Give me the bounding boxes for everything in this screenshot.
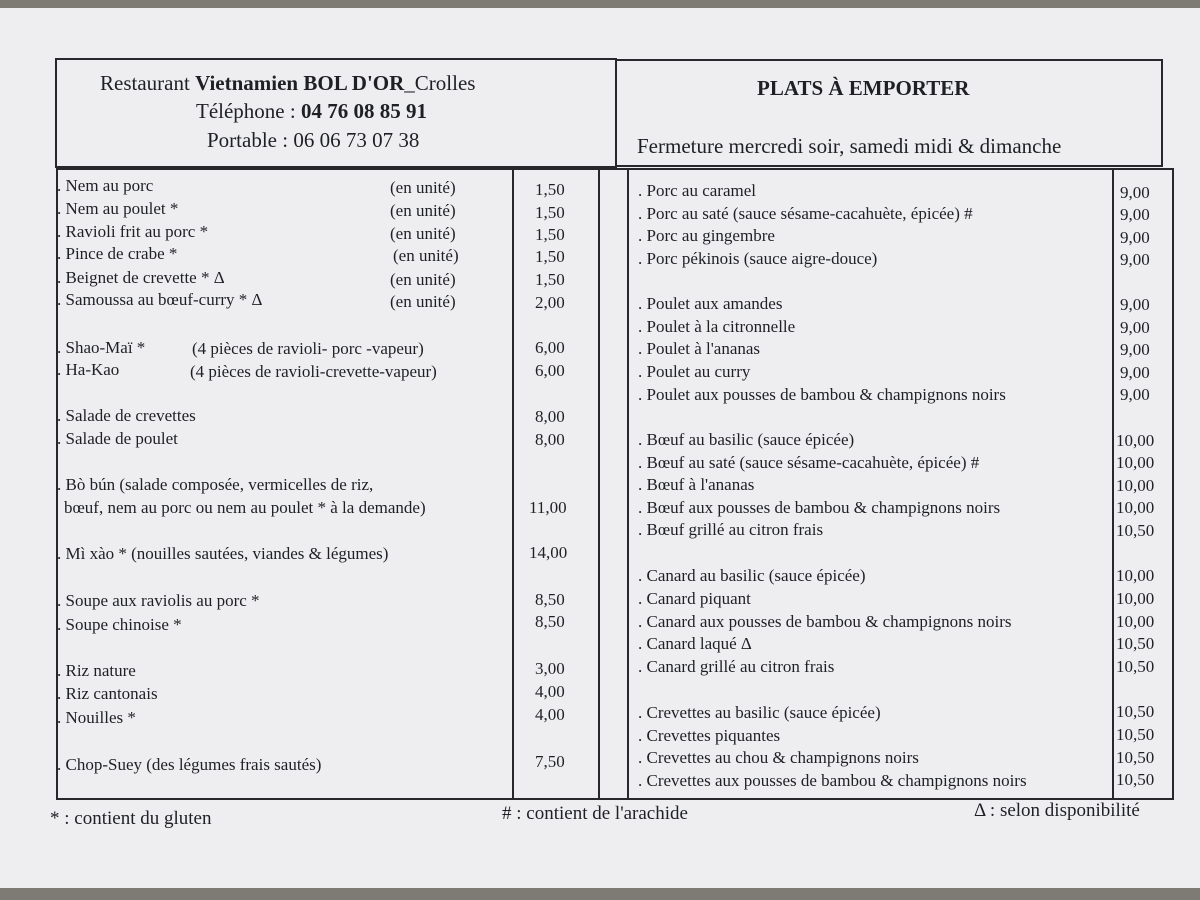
menu-item-price: 10,50	[1116, 702, 1155, 721]
menu-item-name: . Poulet aux amandes	[638, 294, 783, 313]
menu-item-name: . Crevettes au chou & champignons noirs	[638, 748, 919, 767]
menu-item-unit: (en unité)	[390, 270, 456, 289]
mobile-label: Portable :	[207, 128, 294, 152]
menu-item-unit: (en unité)	[390, 201, 456, 220]
menu-item-name: . Crevettes piquantes	[638, 726, 781, 745]
restaurant-name-line	[100, 71, 475, 95]
menu-item-price: 9,00	[1120, 385, 1150, 404]
menu-item-price: 8,00	[535, 430, 565, 449]
mobile-line	[207, 128, 419, 152]
right-column-divider	[627, 168, 629, 800]
menu-item-name: . Soupe aux raviolis au porc *	[57, 591, 260, 610]
menu-item-name: . Porc au gingembre	[638, 226, 775, 245]
menu-item-price: 10,00	[1116, 476, 1155, 495]
menu-item-name: . Poulet au curry	[638, 362, 751, 381]
menu-item-name: . Nem au porc	[57, 176, 154, 195]
menu-item-name: . Bœuf à l'ananas	[638, 475, 755, 494]
menu-item-detail: (4 pièces de ravioli-crevette-vapeur)	[190, 362, 437, 381]
phone-label: Téléphone :	[196, 99, 301, 123]
menu-item-name: . Poulet à l'ananas	[638, 339, 761, 358]
menu-item-price: 1,50	[535, 270, 565, 289]
menu-item-price: 9,00	[1120, 183, 1150, 202]
menu-item-name: . Nouilles *	[57, 708, 136, 727]
menu-item-name: . Beignet de crevette * Δ	[57, 268, 225, 287]
menu-item-price: 4,00	[535, 682, 565, 701]
menu-item-price: 10,00	[1116, 498, 1155, 517]
menu-item-name: . Shao-Maï *	[57, 338, 146, 357]
menu-item-price: 8,50	[535, 590, 565, 609]
menu-item-name: . Canard aux pousses de bambou & champignons noirs	[638, 612, 1012, 631]
menu-item-name: . Mì xào * (nouilles sautées, viandes & légumes)	[57, 544, 389, 563]
menu-item-price: 7,50	[535, 752, 565, 771]
right-price-divider	[1112, 168, 1114, 800]
menu-item-name: . Salade de crevettes	[57, 406, 196, 425]
menu-item-name: . Bœuf grillé au citron frais	[638, 520, 824, 539]
menu-item-price: 10,50	[1116, 748, 1155, 767]
menu-item-unit: (en unité)	[390, 224, 456, 243]
legend-gluten: * : contient du gluten	[50, 808, 212, 829]
menu-item-name: . Samoussa au bœuf-curry * Δ	[57, 290, 263, 309]
menu-item-name: . Ravioli frit au porc *	[57, 222, 209, 241]
menu-item-name: . Bœuf au basilic (sauce épicée)	[638, 430, 855, 449]
menu-item-price: 9,00	[1120, 340, 1150, 359]
menu-item-name: . Chop-Suey (des légumes frais sautés)	[57, 755, 322, 774]
menu-item-name: . Bœuf aux pousses de bambou & champignons noirs	[638, 498, 1001, 517]
legend-availability: Δ : selon disponibilité	[974, 800, 1140, 821]
menu-item-name: . Canard au basilic (sauce épicée)	[638, 566, 866, 585]
left-price-divider	[512, 168, 514, 800]
menu-item-name: . Salade de poulet	[57, 429, 178, 448]
menu-item-unit: (en unité)	[393, 246, 459, 265]
mobile-number: 06 06 73 07 38	[293, 128, 420, 152]
menu-item-price: 10,50	[1116, 634, 1155, 653]
legend-peanut: # : contient de l'arachide	[502, 803, 688, 824]
menu-item-name: . Bœuf au saté (sauce sésame-cacahuète, épicée) #	[638, 453, 980, 472]
menu-item-name: . Pince de crabe *	[57, 244, 178, 263]
menu-item-name: . Bò bún (salade composée, vermicelles de riz,	[57, 475, 374, 494]
closing-hours: Fermeture mercredi soir, samedi midi & dimanche	[637, 134, 1062, 158]
menu-item-price: 1,50	[535, 180, 565, 199]
menu-item-unit: (en unité)	[390, 178, 456, 197]
menu-item-price: 9,00	[1120, 228, 1150, 247]
menu-item-price: 10,50	[1116, 657, 1155, 676]
menu-item-name: . Porc au saté (sauce sésame-cacahuète, épicée) #	[638, 204, 973, 223]
left-column-divider	[598, 168, 600, 800]
menu-item-name: . Poulet aux pousses de bambou & champignons noirs	[638, 385, 1006, 404]
menu-item-name: . Riz cantonais	[57, 684, 158, 703]
menu-item-price: 9,00	[1120, 205, 1150, 224]
menu-item-price: 4,00	[535, 705, 565, 724]
menu-item-name: . Porc au caramel	[638, 181, 756, 200]
menu-item-price: 10,00	[1116, 612, 1155, 631]
menu-item-price: 8,00	[535, 407, 565, 426]
restaurant-city: _Crolles	[404, 71, 476, 95]
menu-item-price: 9,00	[1120, 363, 1150, 382]
menu-item-price: 11,00	[529, 498, 567, 517]
menu-item-unit: (en unité)	[390, 292, 456, 311]
menu-title: PLATS À EMPORTER	[757, 76, 970, 100]
menu-item-name: . Porc pékinois (sauce aigre-douce)	[638, 249, 878, 268]
menu-item-price: 10,00	[1116, 589, 1155, 608]
restaurant-prefix: Restaurant	[100, 71, 190, 95]
menu-item-price: 14,00	[529, 543, 568, 562]
menu-item-price: 10,50	[1116, 770, 1155, 789]
menu-item-name: . Crevettes aux pousses de bambou & champignons noirs	[638, 771, 1027, 790]
menu-item-price: 6,00	[535, 361, 565, 380]
menu-item-price: 1,50	[535, 247, 565, 266]
menu-item-price: 10,50	[1116, 725, 1155, 744]
phone-number: 04 76 08 85 91	[300, 99, 427, 123]
menu-item-name: . Canard piquant	[638, 589, 751, 608]
menu-item-price: 9,00	[1120, 318, 1150, 337]
menu-item-detail: (4 pièces de ravioli- porc -vapeur)	[192, 339, 424, 358]
menu-item-price: 3,00	[535, 659, 565, 678]
menu-item-price: 10,50	[1116, 521, 1155, 540]
menu-item-name: . Riz nature	[57, 661, 136, 680]
menu-item-name: . Canard laqué Δ	[638, 634, 752, 653]
phone-line	[196, 99, 427, 123]
menu-item-price: 8,50	[535, 612, 565, 631]
menu-item-price: 10,00	[1116, 431, 1155, 450]
menu-item-name-line2: bœuf, nem au porc ou nem au poulet * à la demande)	[64, 498, 426, 517]
menu-item-price: 2,00	[535, 293, 565, 312]
menu-item-price: 9,00	[1120, 250, 1150, 269]
menu-item-name: . Ha-Kao	[57, 360, 120, 379]
menu-item-name: . Nem au poulet *	[57, 199, 179, 218]
menu-item-name: . Crevettes au basilic (sauce épicée)	[638, 703, 881, 722]
menu-item-name: . Canard grillé au citron frais	[638, 657, 835, 676]
menu-item-price: 1,50	[535, 203, 565, 222]
menu-item-price: 10,00	[1116, 453, 1155, 472]
restaurant-name: Vietnamien BOL D'OR	[195, 71, 405, 95]
menu-item-name: . Soupe chinoise *	[57, 615, 182, 634]
menu-item-price: 10,00	[1116, 566, 1155, 585]
menu-item-price: 9,00	[1120, 295, 1150, 314]
menu-item-price: 1,50	[535, 225, 565, 244]
menu-item-name: . Poulet à la citronnelle	[638, 317, 796, 336]
menu-item-price: 6,00	[535, 338, 565, 357]
